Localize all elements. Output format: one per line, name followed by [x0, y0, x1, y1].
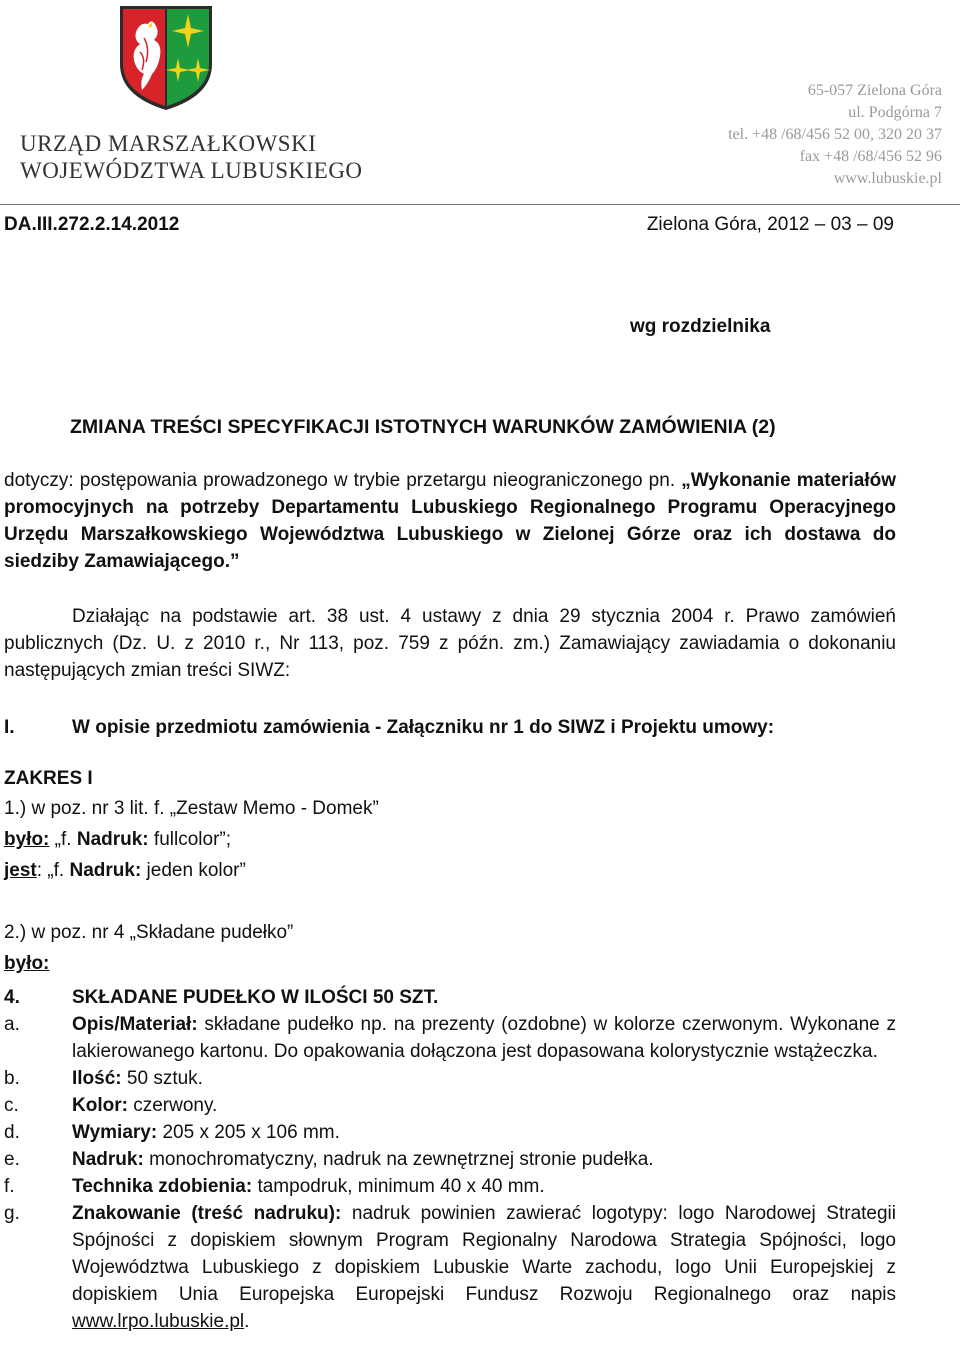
address-fax: fax +48 /68/456 52 96 — [799, 148, 942, 165]
recipient: wg rozdzielnika — [630, 316, 771, 337]
spec-point — [4, 1200, 896, 1335]
scope-heading: ZAKRES I — [4, 768, 93, 789]
point-value: tampodruk, minimum 40 x 40 mm. — [252, 1176, 545, 1197]
spec-point — [4, 1119, 896, 1146]
point-value: składane pudełko np. na prezenty (ozdobne) w kolorze czerwonym. Wykonane z lakierowanego kartonu. Do opakowania dołączona jest dopasowana kolorystycznie wstążeczka. — [72, 1014, 896, 1062]
item2-heading: 2.) w poz. nr 4 „Składane pudełko” — [4, 922, 294, 943]
intro-paragraph — [4, 603, 896, 684]
was-label: było: — [4, 953, 50, 974]
document-title: ZMIANA TREŚCI SPECYFIKACJI ISTOTNYCH WARUNKÓW ZAMÓWIENIA (2) — [70, 416, 776, 438]
point-key: Opis/Materiał: — [72, 1014, 198, 1035]
office-name — [20, 130, 363, 184]
coat-of-arms-logo — [118, 4, 214, 112]
point-marker: d. — [4, 1122, 20, 1143]
is-key: Nadruk: — [69, 860, 142, 881]
item1-heading: 1.) w poz. nr 3 lit. f. „Zestaw Memo - Domek” — [4, 798, 379, 819]
spec-point — [4, 1011, 896, 1065]
point-key: Znakowanie (treść nadruku): — [72, 1203, 342, 1224]
point-key: Kolor: — [72, 1095, 128, 1116]
point-marker: f. — [4, 1176, 15, 1197]
office-name-line2: WOJEWÓDZTWA LUBUSKIEGO — [20, 158, 363, 183]
is-value: jeden kolor” — [141, 860, 246, 881]
point-key: Ilość: — [72, 1068, 122, 1089]
point-key: Wymiary: — [72, 1122, 158, 1143]
section-number: I. — [4, 717, 15, 738]
point-value: 50 sztuk. — [121, 1068, 203, 1089]
office-address — [728, 80, 942, 190]
reference-number: DA.III.272.2.14.2012 — [4, 214, 180, 235]
was-value: fullcolor”; — [148, 829, 231, 850]
point-marker: a. — [4, 1014, 20, 1035]
is-label: jest — [4, 860, 37, 881]
point-marker: e. — [4, 1149, 20, 1170]
item1-was — [4, 829, 231, 851]
spec-heading — [4, 984, 896, 1011]
point-marker: g. — [4, 1203, 20, 1224]
point-marker: b. — [4, 1068, 20, 1089]
header-divider — [0, 204, 960, 205]
subject-name: „Wykonanie materiałów promocyjnych na potrzeby Departamentu Lubuskiego Regionalnego Programu Operacyjnego Urzędu Marszałkowskiego Województwa Lubuskiego w Zielonej Górze oraz ich dostawa do siedziby Zamawiającego.” — [4, 470, 896, 572]
spec-number: 4. — [4, 987, 20, 1008]
was-key: Nadruk: — [76, 829, 149, 850]
address-website: www.lubuskie.pl — [833, 170, 942, 187]
intro-text: Działając na podstawie art. 38 ust. 4 ustawy z dnia 29 stycznia 2004 r. Prawo zamówień publicznych (Dz. U. z 2010 r., Nr 113, poz. 759 z późn. zm.) Zamawiający zawiadamia o dokonaniu następujących zmian treści SIWZ: — [4, 606, 896, 681]
point-value: monochromatyczny, nadruk na zewnętrznej stronie pudełka. — [143, 1149, 654, 1170]
was-prefix: „f. — [49, 829, 77, 850]
was-label: było: — [4, 829, 50, 850]
subject-paragraph — [4, 467, 896, 575]
subject-prefix: dotyczy: postępowania prowadzonego w trybie przetargu nieograniczonego pn. — [4, 470, 682, 491]
point-value: czerwony. — [127, 1095, 218, 1116]
address-city: 65-057 Zielona Góra — [807, 82, 942, 99]
section-heading — [4, 717, 774, 739]
address-phone: tel. +48 /68/456 52 00, 320 20 37 — [728, 126, 942, 143]
office-name-line1: URZĄD MARSZAŁKOWSKI — [20, 131, 317, 156]
is-prefix: : „f. — [36, 860, 70, 881]
item2-was — [4, 953, 49, 975]
item2-spec — [4, 984, 896, 1335]
point-value: nadruk powinien zawierać logotypy: logo Narodowej Strategii Spójności z dopiskiem słownym Program Regionalny Narodowa Strategia Spójności, logo Województwa Lubuskiego z dopiskiem Lubuskie Warte zachodu, logo Unii Europejskiej z dopiskiem Unia Europejska Europejski Fundusz Rozwoju Regionalnego oraz napis — [72, 1203, 896, 1305]
point-key: Technika zdobienia: — [72, 1176, 253, 1197]
item1-is — [4, 860, 246, 882]
spec-point — [4, 1146, 896, 1173]
point-value: 205 x 205 x 106 mm. — [157, 1122, 340, 1143]
point-marker: c. — [4, 1095, 19, 1116]
document-date: Zielona Góra, 2012 – 03 – 09 — [646, 214, 894, 235]
spec-title: SKŁADANE PUDEŁKO W ILOŚCI 50 SZT. — [72, 987, 439, 1008]
spec-point — [4, 1092, 896, 1119]
spec-point — [4, 1173, 896, 1200]
point-tail: . — [244, 1311, 250, 1332]
lrpo-website-link[interactable]: www.lrpo.lubuskie.pl — [72, 1311, 245, 1332]
point-key: Nadruk: — [72, 1149, 144, 1170]
spec-point — [4, 1065, 896, 1092]
address-street: ul. Podgórna 7 — [848, 104, 942, 121]
section-text: W opisie przedmiotu zamówienia - Załączniku nr 1 do SIWZ i Projektu umowy: — [72, 717, 775, 738]
